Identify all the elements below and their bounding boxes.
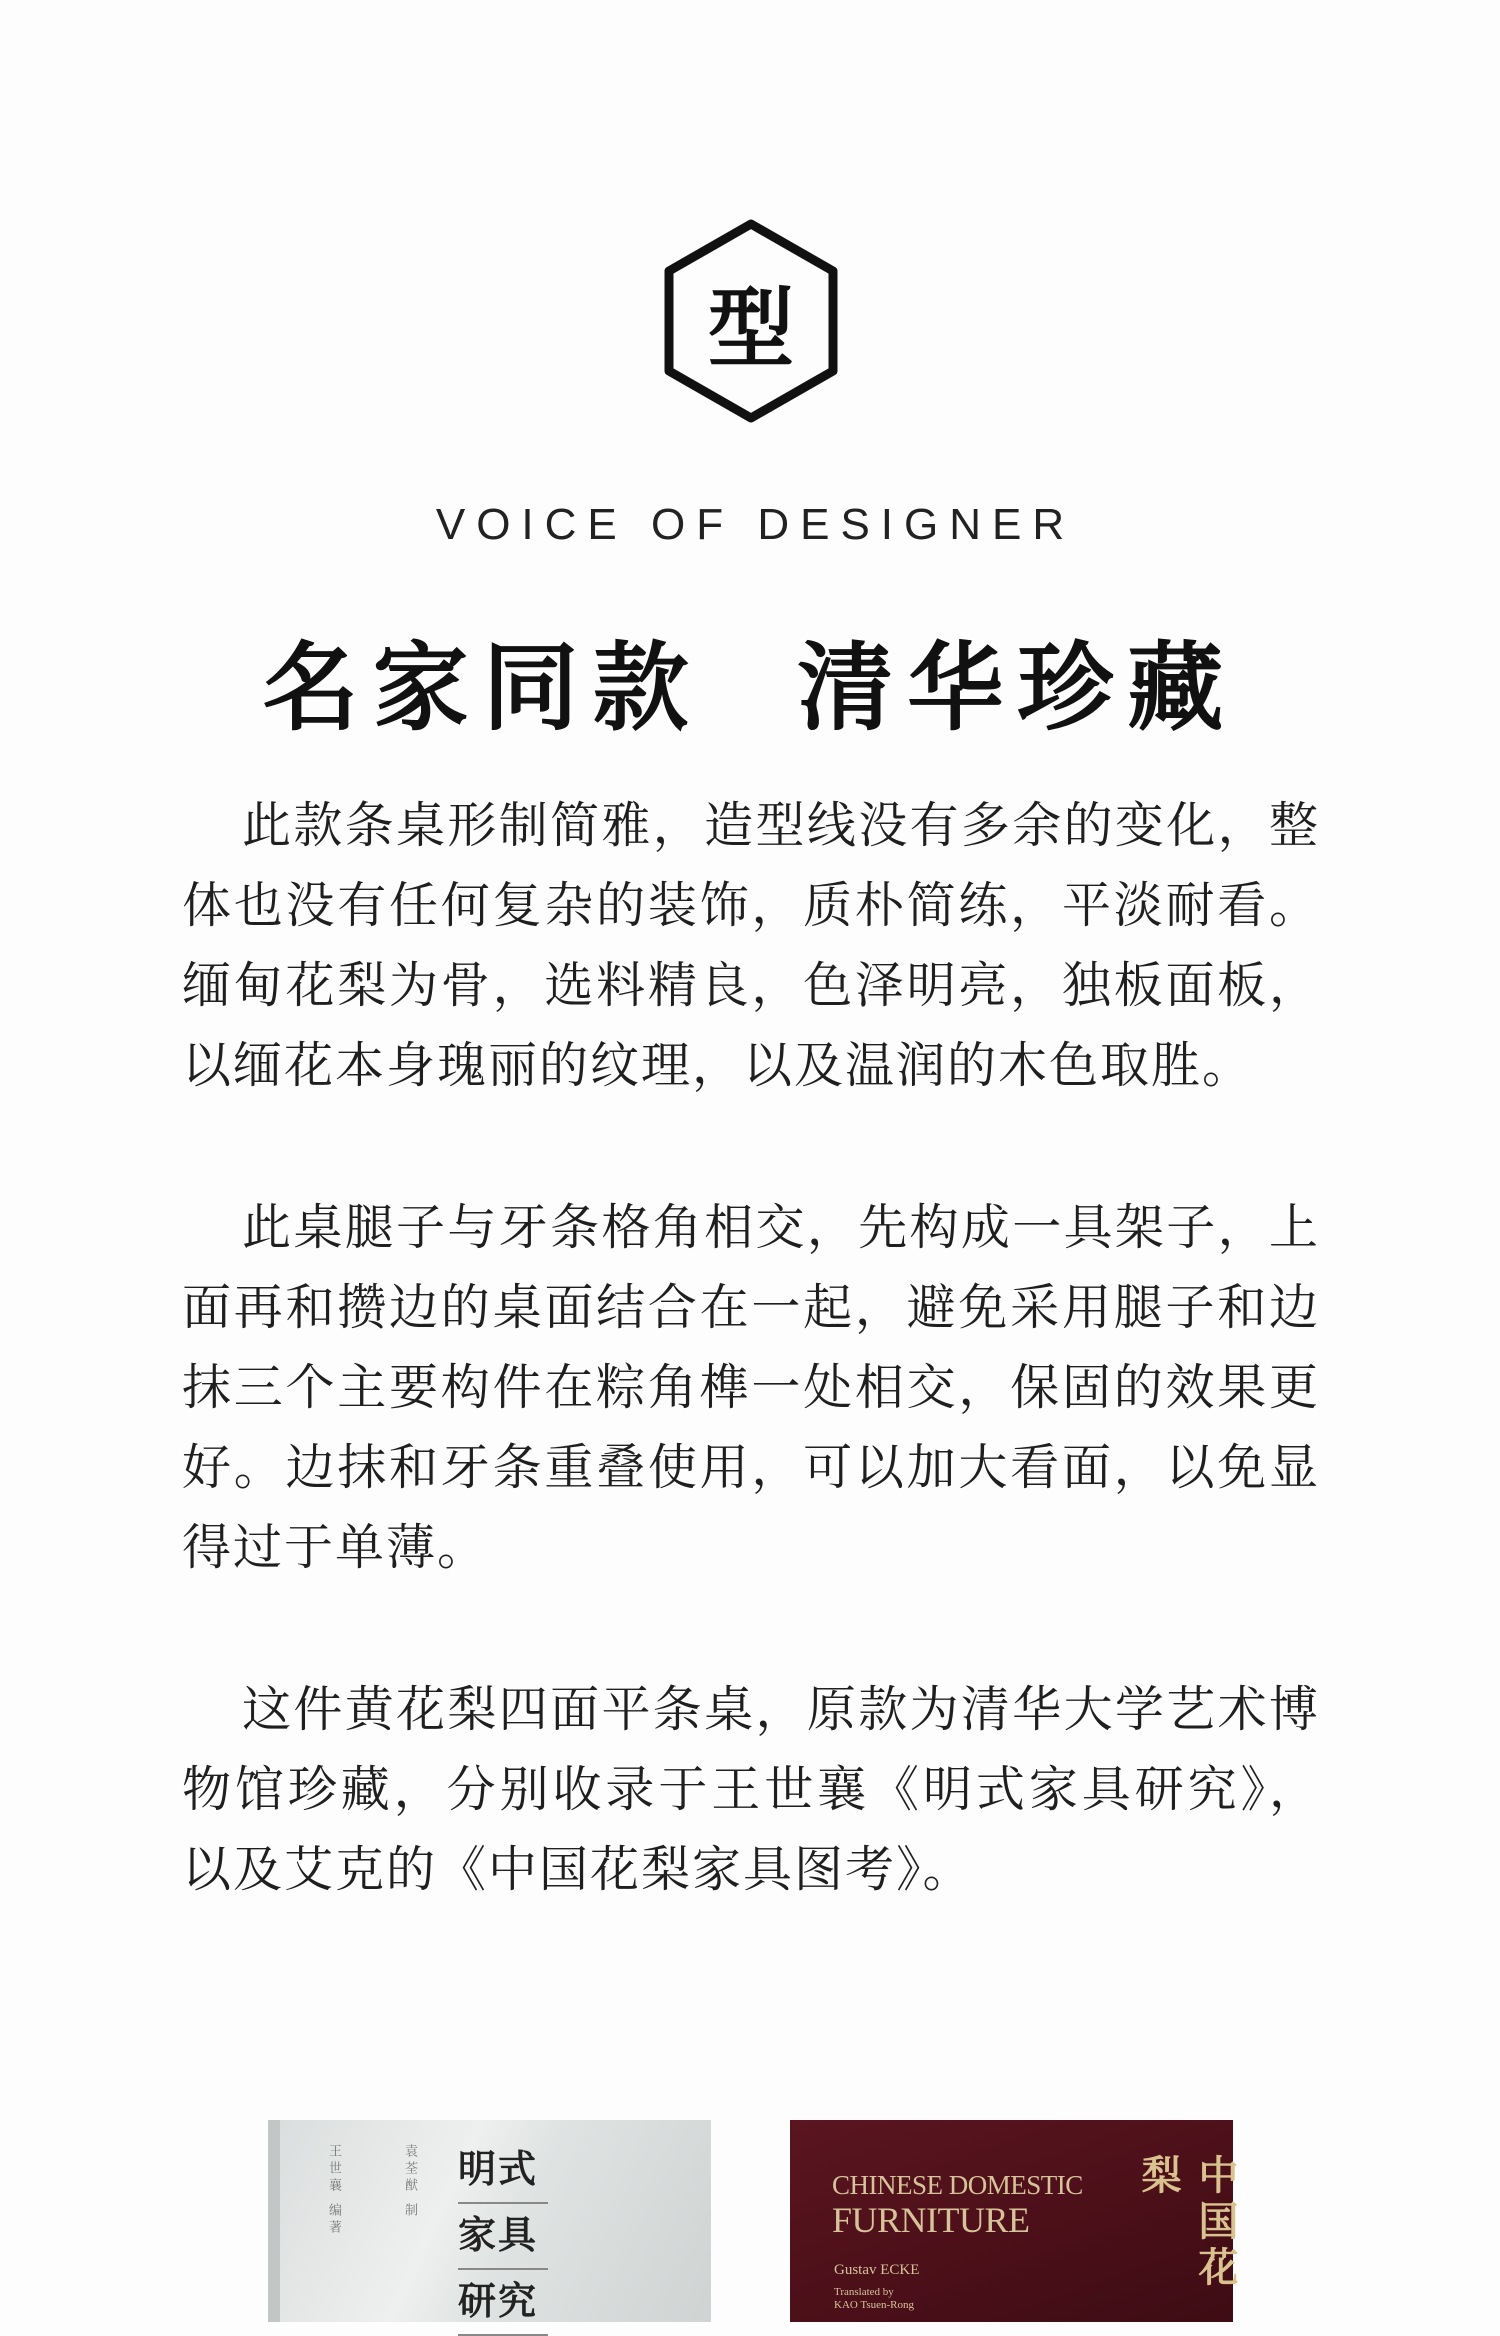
paragraph-3: 这件黄花梨四面平条桌，原款为清华大学艺术博物馆珍藏，分别收录于王世襄《明式家具研究》，以及艾克的《中国花梨家具图考》。 xyxy=(182,1681,1320,1898)
paragraph-2: 此桌腿子与牙条格角相交，先构成一具架子，上面再和攒边的桌面结合在一起，避免采用腿子和边抹三个主要构件在粽角榫一处相交，保固的效果更好。边抹和牙条重叠使用，可以加大看面，以免显得过于单薄。 xyxy=(182,1199,1320,1576)
book-title-line: 研究 xyxy=(458,2270,548,2336)
paragraph-1: 此款条桌形制简雅，造型线没有多余的变化，整体也没有任何复杂的装饰，质朴简练，平淡耐看。缅甸花梨为骨，选料精良，色泽明亮，独板面板，以缅花本身瑰丽的纹理，以及温润的木色取胜。 xyxy=(182,797,1320,1094)
book-covers xyxy=(0,2120,1500,2322)
section-eyebrow: VOICE OF DESIGNER xyxy=(435,500,1076,549)
translator-label: Translated by xyxy=(834,2286,894,2298)
book-translator xyxy=(834,2286,914,2312)
book-spine xyxy=(268,2120,280,2322)
book-author: Gustav ECKE xyxy=(834,2262,920,2278)
book-editor-text: 王世襄 编著 xyxy=(326,2144,341,2238)
body-text xyxy=(182,786,1320,1992)
brand-logo xyxy=(661,218,841,424)
book-title-line: 明式 xyxy=(458,2138,548,2204)
translator-name: KAO Tsuen-Rong xyxy=(834,2299,914,2311)
book-illustrator-text: 袁荃猷 制 xyxy=(402,2144,417,2221)
book-title-line: FURNITURE xyxy=(832,2200,1030,2240)
book-cover-ming-furniture xyxy=(268,2120,711,2322)
book-chinese-title: 中国花梨 xyxy=(1135,2154,1239,2292)
book-title xyxy=(458,2138,548,2336)
book-cover-chinese-domestic-furniture xyxy=(790,2120,1239,2322)
book-title-line: CHINESE DOMESTIC xyxy=(832,2170,1083,2200)
page-title: 名家同款 清华珍藏 xyxy=(262,632,1238,744)
book-title-line: 家具 xyxy=(458,2204,548,2270)
book-title xyxy=(832,2170,1083,2240)
logo-character: 型 xyxy=(708,279,794,379)
